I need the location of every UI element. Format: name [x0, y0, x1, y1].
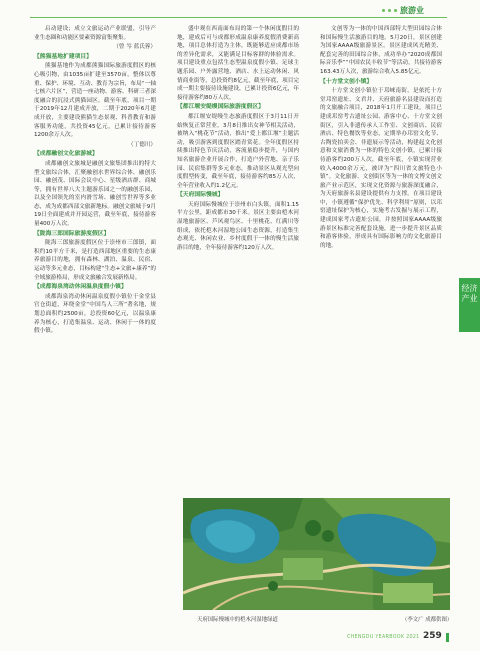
section-side-tab: 经济产业	[459, 278, 480, 332]
photo-caption: 天府国际慢城中的桤木河湿地绿道	[197, 617, 278, 623]
author-credit: （曾 岑 蓝氏蓉）	[113, 44, 156, 51]
section-title: 旅游业	[400, 6, 424, 15]
paragraph: 熊猫基地作为成都熊猫国际旅游度假区的核心吸引物，由1035亩扩建至3570亩，整体以尊重、保护、环境、互动、教育为宗旨，布局“一轴七核六片区”，营造一座动物、游客、科研三者深度融合的沉浸式熊猫园区。截至年底，项目一期于2019年12月建成开放，二期于2020年6月建成开放，主要建设熊猫生态景观、科普教育和游客服务功能，共投资45亿元，已累计接待游客1200余万人次。	[34, 63, 156, 139]
wetland-photo	[183, 498, 450, 610]
header-dots	[382, 9, 397, 12]
column-1	[34, 25, 156, 337]
section-heading: 【天府国际慢城】	[177, 192, 224, 199]
section-heading: 【十方堂文创小镇】	[320, 78, 373, 85]
paragraph: 都江堰安缇缦生态旅游度假区于3月11日开始恢复正常营业，3月8日推出女神节相关活动，被纳入“桃花节”活动，推出“爱上都江堰”主题活动，吸引游客到度假区踏青赏花。全年度假区持续推出特色节庆活动，客流量稳步提升，与国内知名旅游企业开展合作，打造户外营地、亲子乐园、民宿集群等多元业态，推动景区从观光型向度假型转变，截至年底，接待游客约85万人次，全年营业收入约1.2亿元。	[177, 113, 299, 189]
column-2	[177, 25, 299, 253]
photo-credit: （李文广 成都供图）	[402, 617, 453, 623]
paragraph: 陇海三郎旅游度假区位于崇州市三郎镇，面积约10平方千米，是打造西部地区重要的生态康养旅游目的地，拥有森林、湖泊、温泉、民宿、运动等多元业态，目标构建“生态+文旅+康养”的全域旅游格局，形成文旅融合发展新格局。	[34, 240, 156, 281]
journal-name: CHENGDU YEARBOOK 2021	[347, 635, 420, 640]
section-heading: 【熊猫基地扩建项目】	[34, 53, 92, 60]
paragraph: 天府国际慢城位于崇州市白头镇，面积1.15平方公里，距成都市30千米。景区主要由桤木河湿地旅游区、芦风观鸟区、十里桃花、红满川等组成，依托桤木河湿地公园生态资源，打造集生态观光、休闲农业、乡村度假于一体的慢生活旅游目的地，全年接待游客约120万人次。	[177, 201, 299, 251]
page-number: 259	[423, 631, 442, 641]
section-heading: 【都江堰安缇缦国际旅游度假区】	[177, 104, 264, 111]
column-3	[320, 25, 442, 251]
section-heading: 【成都海泉湾动休闲温泉度假小镇】	[34, 284, 127, 291]
paragraph: 十方堂文创小镇位于邛崃南街，是依托十方堂邛窑遗址、文君井、天府旅游名县建设而打造的文旅融合项目，2018年1月开工建设，项目已建成邛窑考古遗址公园、游客中心、十方堂文创街区，引入非遗传承人工作室、文创商店、民宿酒店、特色餐饮等业态，定期举办邛窑文化节、古陶瓷拍卖会、非遗展示等活动，构建起文化创意和文旅消费为一体的特色文创小镇，已累计接待游客约200万人次，截至年底，小镇实现营业收入4000余万元，被评为“四川省文旅特色小镇”。文化旅游、文创街区等为一体的文博文创文旅产业示范区，实现文化资源与旅游深度融合，为天府旅游名县建设提供有力支撑。在项目建设中，小镇遵循“保护优先、科学利用”原则，以邛窑遗址保护为核心，实施考古发掘与展示工程，建成国家考古遗址公园，并按照国家AAAA级旅游景区标准完善配套设施，进一步提升景区品质和游客体验，形成具有国际影响力的文化旅游目的地。	[320, 88, 442, 249]
author-credit: （丁德川）	[128, 141, 156, 148]
paragraph: 启动建设；成立文旅运动产业联盟，引导产业生态圈和功能区要素资源富集聚集。	[34, 26, 156, 41]
paragraph: 文创等为一体的中国西部特大型田园综合体和国际慢生活旅游目的地。5月20日，景区创建为国家AAAA级旅游景区。景区建成风光精美、配套完善的田园综合体，成功举办“2020成都国际音乐季”“中国农民丰收节”等活动，共接待游客163.43万人次，旅游综合收入5.85亿元。	[320, 26, 442, 75]
paragraph: 成都海泉湾动休闲温泉度假小镇位于金堂县官仓街道，环绕金堂“中国鸟人三所”著名地，规划总面积约2500亩，总投资60亿元，以温泉康养为核心，打造集温泉、运动、休闲于一体的度假小镇。	[34, 293, 156, 335]
header-rule	[30, 17, 447, 18]
page-marker	[446, 633, 449, 642]
wetland-aerial-illustration	[183, 498, 450, 610]
paragraph: 盛中观在西南面布局的第一个休闲度假目的地，建成后可与成都形成温泉康养度假消费新高地，项目总体打造为主体，既能够适应成都市场的差异化需求，又能满足目标客群的体验需求。项目建设重点包括生态型温泉度假小镇、足球主题乐园、户外露营地、酒店、水上运动休闲、风情商业街等，总投资约8亿元，截至年底，项目完成一期主要接待设施建设，已累计投资6亿元，年接待游客约80万人次。	[177, 26, 299, 101]
paragraph: 成都融创文旅城是融创文旅集团推出的特大型文旅综合体，汇聚融创水世界综合体、融创乐园、融创茂、国际会议中心、星级酒店群、商城等，拥有世界八大主题游乐园之一的融创乐园，以及全国领先的室内滑雪场、融创雪世界等多业态，成为成都西部文旅新地标。融创文旅城于9月19日全面建成并开园运营，截至年底，接待游客量400万人次。	[34, 160, 156, 228]
section-heading: 【陇海三郎国际旅游度假区】	[34, 230, 110, 237]
section-heading: 【成都融创文化旅游城】	[34, 151, 98, 158]
